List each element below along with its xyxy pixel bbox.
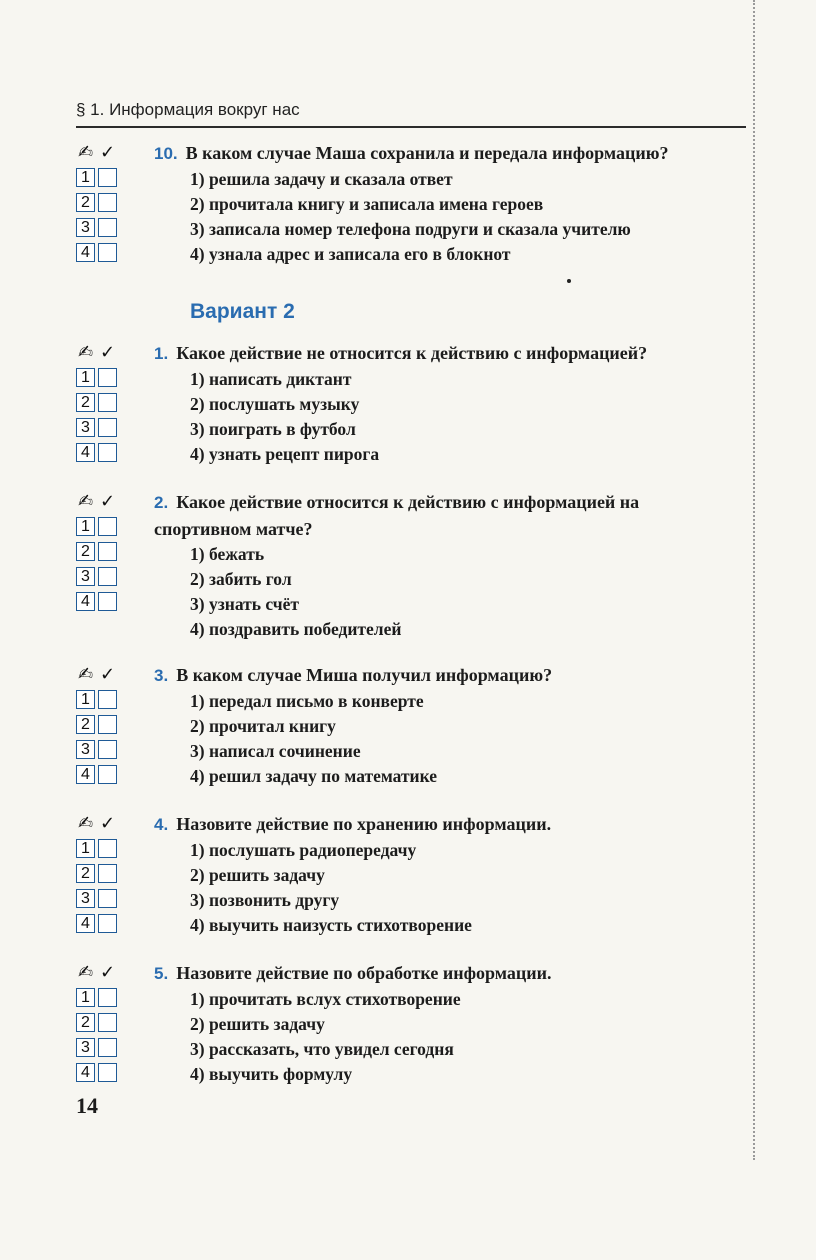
question-number: 4. [154, 815, 169, 834]
answer-grid [76, 662, 132, 787]
answer-checkbox[interactable] [98, 715, 117, 734]
check-icon: ✓ [99, 491, 116, 511]
answer-checkbox[interactable] [98, 988, 117, 1007]
question-number: 2. [154, 493, 169, 512]
answer-grid [76, 140, 132, 265]
answer-checkbox[interactable] [98, 243, 117, 262]
answer-option: 3) поиграть в футбол [190, 419, 356, 439]
answer-grid [76, 489, 132, 614]
answer-checkbox[interactable] [98, 740, 117, 759]
question-text: 3. В каком случае Миша получил информацию? [154, 665, 553, 685]
option-number-box: 2 [76, 193, 95, 212]
answer-option: 1) прочитать вслух стихотворение [190, 989, 461, 1009]
answer-option: 1) решила задачу и сказала ответ [190, 169, 453, 189]
option-number-box: 3 [76, 740, 95, 759]
answer-checkbox[interactable] [98, 1038, 117, 1057]
answer-checkbox[interactable] [98, 889, 117, 908]
answer-option: 3) записала номер телефона подруги и сказала учителю [190, 219, 631, 239]
option-number-box: 2 [76, 1013, 95, 1032]
option-number-box: 3 [76, 1038, 95, 1057]
option-number-box: 2 [76, 864, 95, 883]
option-number-box: 4 [76, 592, 95, 611]
answer-option: 3) узнать счёт [190, 594, 299, 614]
option-number-box: 1 [76, 839, 95, 858]
answer-checkbox[interactable] [98, 393, 117, 412]
question-number: 3. [154, 666, 169, 685]
answer-option: 2) забить гол [190, 569, 292, 589]
question-text: 2. Какое действие относится к действию с информацией на [154, 492, 640, 512]
answer-checkbox[interactable] [98, 1063, 117, 1082]
answer-option: 2) решить задачу [190, 865, 325, 885]
answer-option: 4) узнала адрес и записала его в блокнот [190, 244, 511, 264]
question-body [154, 340, 754, 467]
option-number-box: 2 [76, 715, 95, 734]
answer-checkbox[interactable] [98, 168, 117, 187]
check-icon: ✓ [99, 342, 116, 362]
answer-option: 4) выучить наизусть стихотворение [190, 915, 472, 935]
option-number-box: 1 [76, 517, 95, 536]
answer-checkbox[interactable] [98, 1013, 117, 1032]
option-number-box: 3 [76, 567, 95, 586]
answer-grid [76, 340, 132, 465]
question-body [154, 662, 754, 789]
option-number-box: 1 [76, 988, 95, 1007]
variant-title: Вариант 2 [190, 300, 295, 323]
answer-grid [76, 960, 132, 1085]
question-text-continued: спортивном матче? [154, 519, 313, 539]
answer-option: 4) решил задачу по математике [190, 766, 438, 786]
section-title: § 1. Информация вокруг нас [76, 100, 300, 119]
pen-icon: ✍ [77, 813, 94, 833]
answer-option: 1) передал письмо в конверте [190, 691, 424, 711]
option-number-box: 4 [76, 914, 95, 933]
answer-grid [76, 811, 132, 936]
question-body [154, 960, 754, 1087]
answer-option: 3) позвонить другу [190, 890, 340, 910]
answer-checkbox[interactable] [98, 765, 117, 784]
answer-checkbox[interactable] [98, 542, 117, 561]
answer-checkbox[interactable] [98, 592, 117, 611]
check-icon: ✓ [99, 142, 116, 162]
option-number-box: 3 [76, 889, 95, 908]
answer-checkbox[interactable] [98, 864, 117, 883]
answer-option: 1) написать диктант [190, 369, 352, 389]
print-dot [567, 279, 571, 283]
option-number-box: 2 [76, 542, 95, 561]
check-icon: ✓ [99, 664, 116, 684]
check-icon: ✓ [99, 813, 116, 833]
question-body [154, 140, 754, 267]
question-text: 4. Назовите действие по хранению информации. [154, 814, 552, 834]
answer-checkbox[interactable] [98, 368, 117, 387]
option-number-box: 3 [76, 418, 95, 437]
answer-option: 1) послушать радиопередачу [190, 840, 417, 860]
question-text: 10. В каком случае Маша сохранила и передала информацию? [154, 143, 669, 163]
pen-icon: ✍ [77, 142, 94, 162]
question-body [154, 811, 754, 938]
answer-option: 1) бежать [190, 544, 265, 564]
question-number: 5. [154, 964, 169, 983]
answer-checkbox[interactable] [98, 193, 117, 212]
option-number-box: 4 [76, 765, 95, 784]
answer-checkbox[interactable] [98, 839, 117, 858]
option-number-box: 4 [76, 243, 95, 262]
question-body [154, 489, 754, 642]
answer-checkbox[interactable] [98, 567, 117, 586]
option-number-box: 3 [76, 218, 95, 237]
section-header [76, 100, 746, 128]
option-number-box: 1 [76, 168, 95, 187]
answer-checkbox[interactable] [98, 443, 117, 462]
question-text: 5. Назовите действие по обработке информации. [154, 963, 552, 983]
answer-checkbox[interactable] [98, 218, 117, 237]
pen-icon: ✍ [77, 664, 94, 684]
answer-checkbox[interactable] [98, 914, 117, 933]
question-text: 1. Какое действие не относится к действию с информацией? [154, 343, 648, 363]
answer-option: 2) прочитал книгу [190, 716, 336, 736]
option-number-box: 4 [76, 1063, 95, 1082]
answer-option: 3) написал сочинение [190, 741, 361, 761]
answer-checkbox[interactable] [98, 517, 117, 536]
option-number-box: 4 [76, 443, 95, 462]
pen-icon: ✍ [77, 491, 94, 511]
pen-icon: ✍ [77, 342, 94, 362]
option-number-box: 1 [76, 690, 95, 709]
option-number-box: 1 [76, 368, 95, 387]
answer-checkbox[interactable] [98, 418, 117, 437]
check-icon: ✓ [99, 962, 116, 982]
answer-option: 4) узнать рецепт пирога [190, 444, 380, 464]
answer-option: 3) рассказать, что увидел сегодня [190, 1039, 454, 1059]
answer-option: 4) выучить формулу [190, 1064, 353, 1084]
answer-option: 2) послушать музыку [190, 394, 360, 414]
option-number-box: 2 [76, 393, 95, 412]
question-number: 1. [154, 344, 169, 363]
question-number: 10. [154, 144, 178, 163]
answer-checkbox[interactable] [98, 690, 117, 709]
pen-icon: ✍ [77, 962, 94, 982]
answer-option: 2) прочитала книгу и записала имена героев [190, 194, 544, 214]
answer-option: 4) поздравить победителей [190, 619, 402, 639]
page-number: 14 [76, 1093, 98, 1118]
answer-option: 2) решить задачу [190, 1014, 325, 1034]
